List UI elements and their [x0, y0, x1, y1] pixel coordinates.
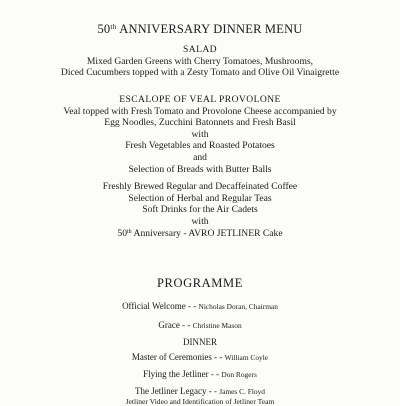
salad-section	[0, 44, 400, 79]
entree-line: Egg Noodles, Zucchini Batonnets and Fresh Basil	[104, 117, 296, 129]
cake-line: 50th Anniversary - AVRO JETLINER Cake	[117, 228, 283, 240]
beverages-section	[0, 181, 400, 240]
programme-item: The Jetliner Legacy - - James C. Floyd	[134, 386, 265, 396]
entree-line: Veal topped with Fresh Tomato and Provolone Cheese accompanied by	[63, 105, 337, 117]
beverage-line: Freshly Brewed Regular and Decaffeinated Coffee	[102, 181, 298, 192]
programme-item: Master of Ceremonies - - William Coyle	[131, 352, 269, 362]
programme-item: Flying the Jetliner - - Don Rogers	[143, 369, 257, 379]
entree-section	[0, 94, 400, 175]
programme-list	[0, 301, 400, 406]
salad-heading: SALAD	[183, 44, 217, 55]
entree-line: Selection of Breads with Butter Balls	[128, 163, 272, 175]
beverage-line: with	[191, 215, 209, 227]
programme-item: Official Welcome - - Nicholas Doran, Chairman	[122, 301, 278, 311]
entree-heading: ESCALOPE OF VEAL PROVOLONE	[119, 94, 281, 105]
programme-heading: PROGRAMME	[157, 276, 243, 290]
entree-line: Fresh Vegetables and Roasted Potatoes	[125, 140, 275, 152]
programme-item: DINNER	[183, 337, 217, 347]
beverage-line: Soft Drinks for the Air Cadets	[142, 204, 258, 216]
programme-footer: Jetliner Video and Identification of Jetliner Team	[125, 397, 275, 406]
entree-line: with	[191, 128, 209, 140]
programme-item: Grace - - Christine Mason	[158, 320, 242, 330]
salad-line: Mixed Garden Greens with Cherry Tomatoes, Mushrooms,	[86, 55, 314, 67]
menu-title: 50th ANNIVERSARY DINNER MENU	[97, 22, 303, 36]
beverage-line: Selection of Herbal and Regular Teas	[128, 192, 272, 204]
salad-line: Diced Cucumbers topped with a Zesty Tomato and Olive Oil Vinaigrette	[60, 67, 340, 79]
entree-line: and	[193, 151, 207, 163]
